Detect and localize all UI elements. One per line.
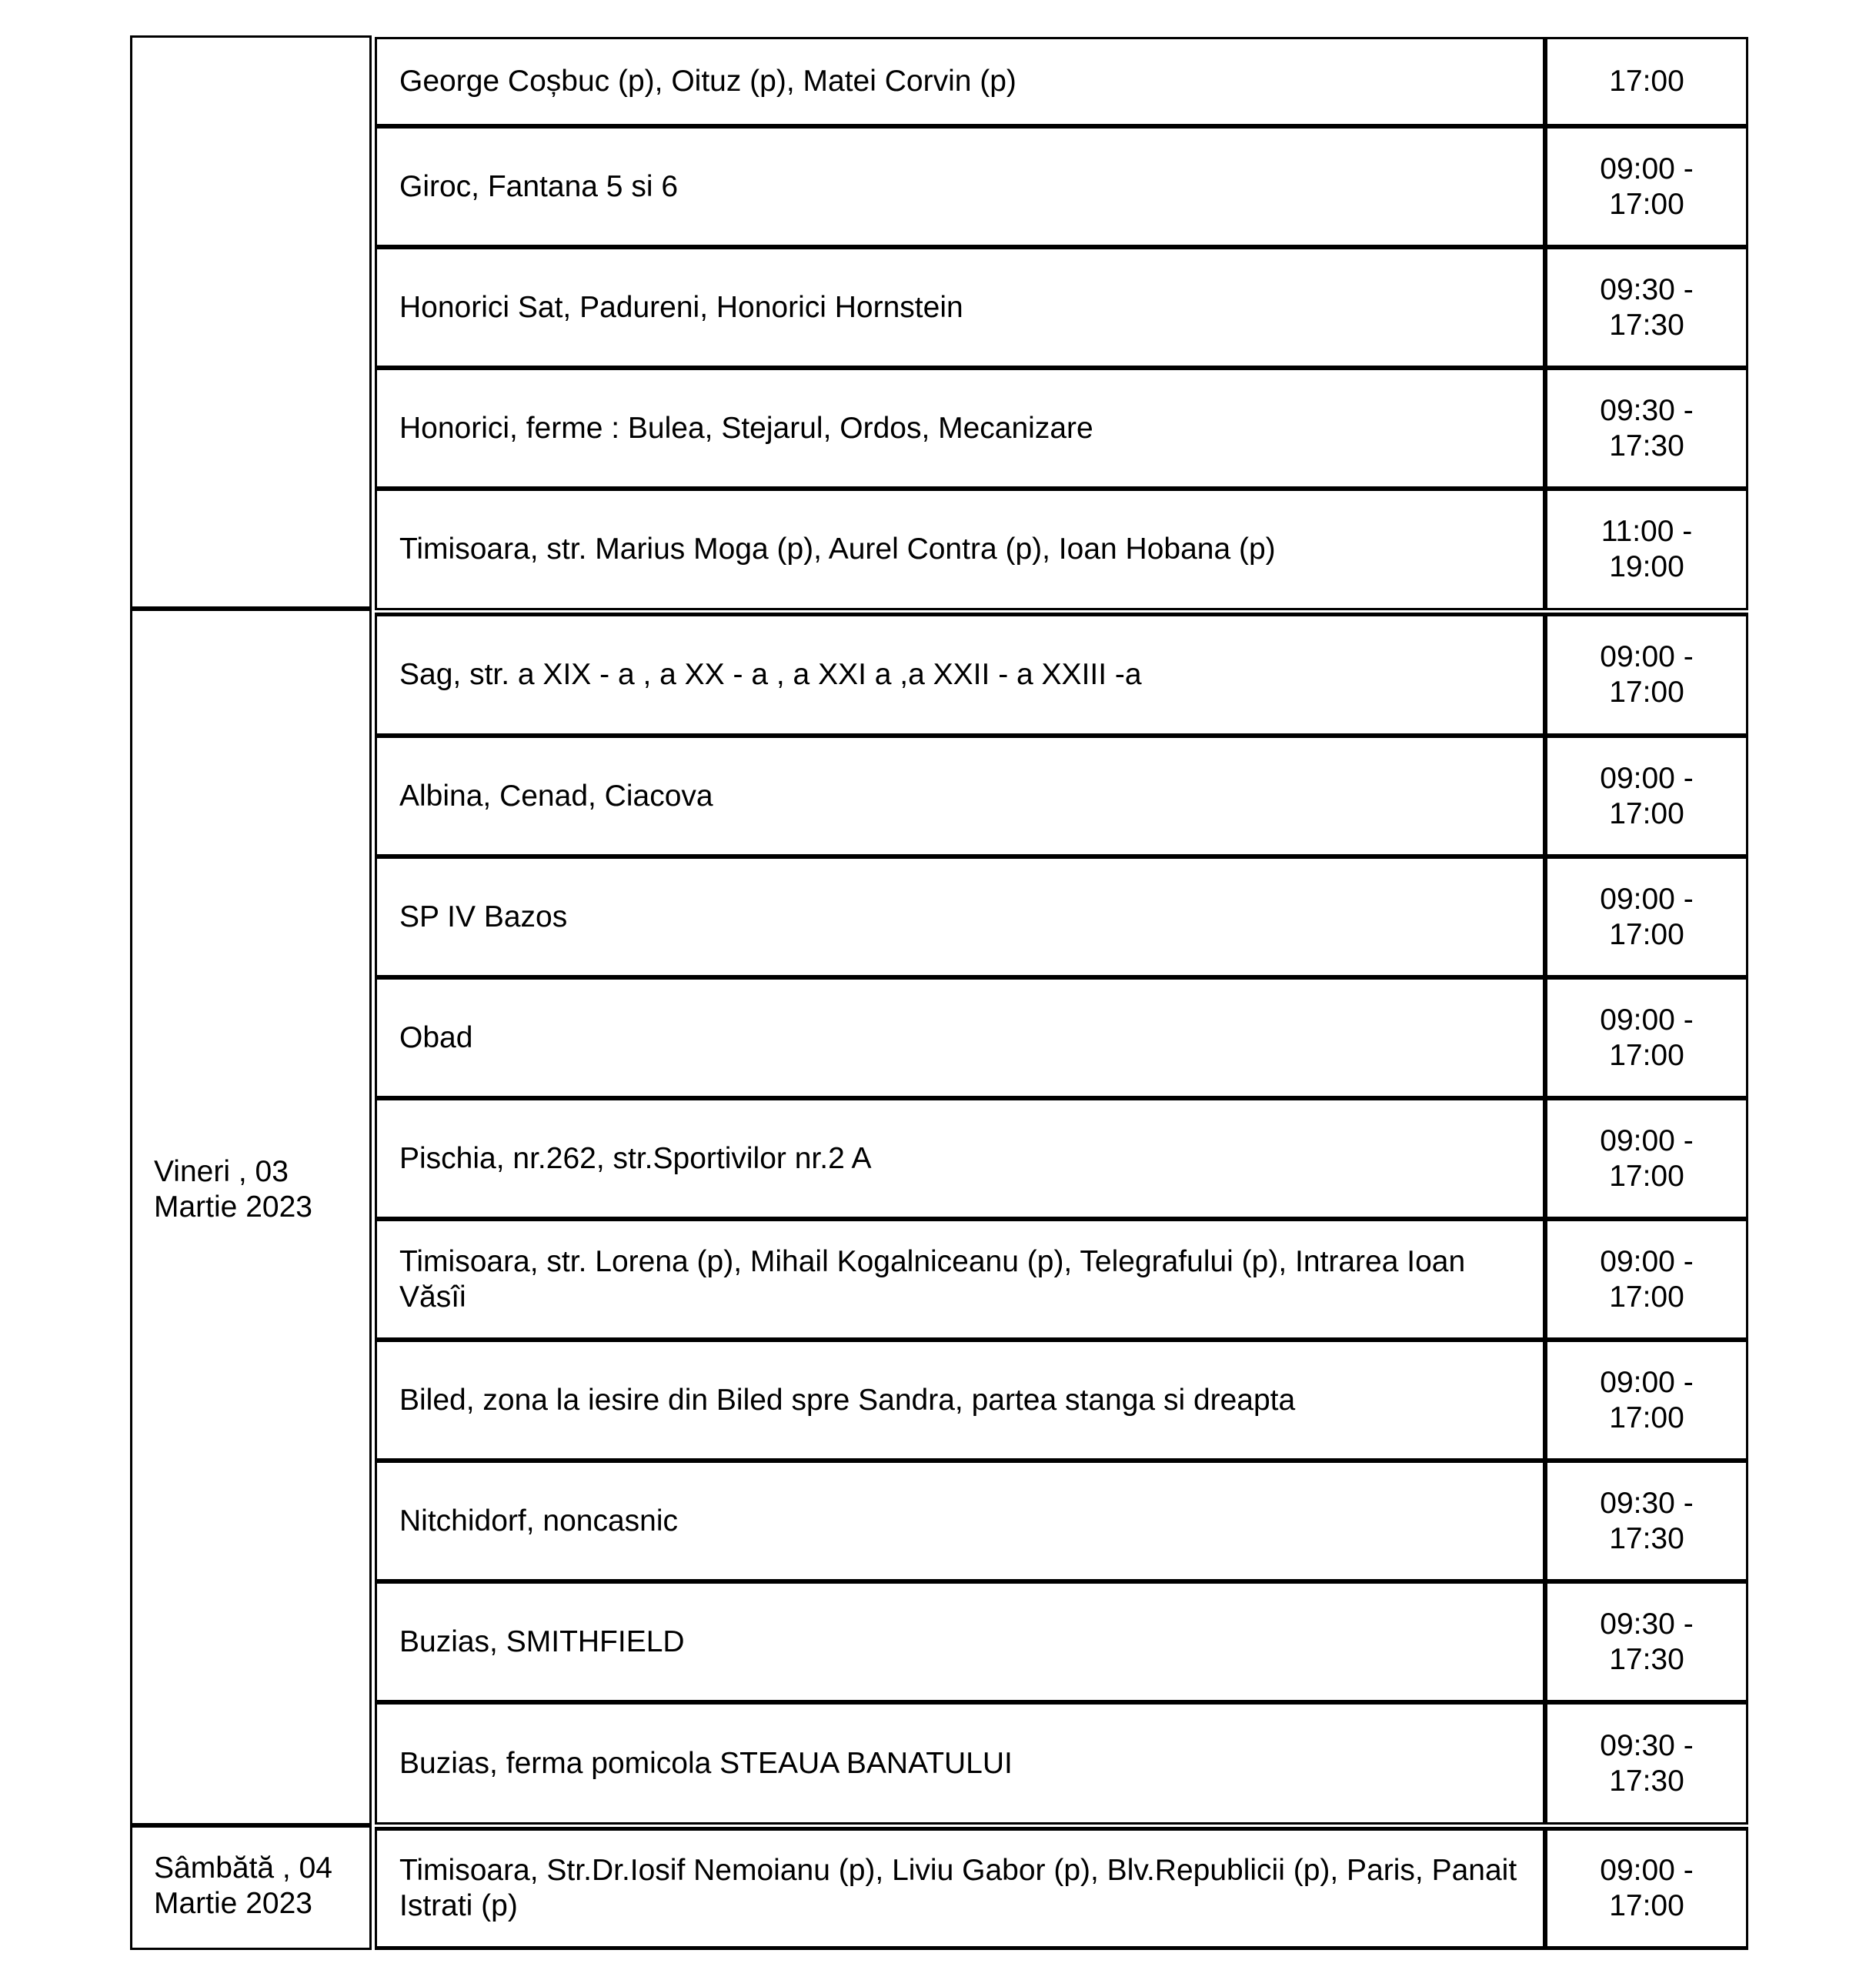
location-cell: Honorici Sat, Padureni, Honorici Hornstein xyxy=(399,290,963,324)
location-cell: Pischia, nr.262, str.Sportivilor nr.2 A xyxy=(399,1141,872,1175)
table-row xyxy=(377,1221,1746,1337)
time-start: 17:00 xyxy=(1609,65,1684,98)
time-end: 17:30 xyxy=(1609,1642,1684,1676)
time-cell xyxy=(1547,639,1746,710)
time-start: 09:00 - xyxy=(1600,152,1694,185)
table-row xyxy=(377,616,1746,733)
time-start: 09:30 - xyxy=(1600,1486,1694,1520)
table-row xyxy=(377,370,1746,486)
time-start: 09:30 - xyxy=(1600,393,1694,427)
time-end: 19:00 xyxy=(1609,550,1684,583)
table-row xyxy=(377,1584,1746,1700)
time-end: 17:00 xyxy=(1609,1401,1684,1434)
location-cell: Timisoara, str. Marius Moga (p), Aurel Contra (p), Ioan Hobana (p) xyxy=(399,533,1276,566)
time-end: 17:00 xyxy=(1609,1280,1684,1314)
time-end: 17:30 xyxy=(1609,308,1684,342)
time-cell xyxy=(1547,882,1746,953)
time-end: 17:00 xyxy=(1609,1159,1684,1193)
table-row xyxy=(377,129,1746,245)
time-end: 17:00 xyxy=(1609,1889,1684,1922)
table-row xyxy=(377,1463,1746,1579)
table-row xyxy=(377,1342,1746,1458)
time-start: 09:00 - xyxy=(1600,882,1694,916)
table-row xyxy=(377,859,1746,975)
schedule-group-2 xyxy=(375,613,1748,1825)
location-cell: Timisoara, Str.Dr.Iosif Nemoianu (p), Liviu Gabor (p), Blv.Republicii (p), Paris, Panait Istrati (p) xyxy=(399,1854,1517,1922)
time-cell xyxy=(1547,1853,1746,1924)
time-start: 09:00 - xyxy=(1600,640,1694,673)
time-cell xyxy=(1547,761,1746,832)
time-end: 17:00 xyxy=(1609,187,1684,221)
schedule-group-3 xyxy=(375,1827,1748,1950)
location-cell: SP IV Bazos xyxy=(399,900,568,933)
schedule-group-1 xyxy=(375,37,1748,610)
location-cell: Buzias, ferma pomicola STEAUA BANATULUI xyxy=(399,1746,1013,1780)
table-row xyxy=(377,39,1746,124)
location-cell: Timisoara, str. Lorena (p), Mihail Kogalniceanu (p), Telegrafului (p), Intrarea Ioan Văsîi xyxy=(399,1244,1466,1314)
time-start: 09:00 - xyxy=(1600,1003,1694,1037)
location-cell: Obad xyxy=(399,1020,473,1054)
time-start: 09:00 - xyxy=(1600,761,1694,795)
table-row xyxy=(377,249,1746,366)
time-cell xyxy=(1547,1607,1746,1678)
time-start: 09:00 - xyxy=(1600,1854,1694,1887)
time-cell xyxy=(1547,1003,1746,1073)
time-cell xyxy=(1547,1728,1746,1799)
location-cell: Giroc, Fantana 5 si 6 xyxy=(399,169,679,203)
location-cell: Nitchidorf, noncasnic xyxy=(399,1504,679,1538)
date-label: Vineri , 03 Martie 2023 xyxy=(154,1155,312,1224)
table-row xyxy=(377,1705,1746,1822)
location-cell: Sag, str. a XIX - a , a XX - a , a XXI a ,a XXII - a XXIII -a xyxy=(399,658,1142,691)
time-end: 17:00 xyxy=(1609,1038,1684,1072)
time-start: 09:00 - xyxy=(1600,1244,1694,1278)
time-cell xyxy=(1547,1124,1746,1194)
location-cell: Biled, zona la iesire din Biled spre Sandra, partea stanga si dreapta xyxy=(399,1383,1296,1417)
time-end: 17:00 xyxy=(1609,676,1684,709)
table-row xyxy=(377,980,1746,1096)
time-start: 09:30 - xyxy=(1600,1728,1694,1762)
table-row xyxy=(377,1100,1746,1217)
time-cell xyxy=(1547,1244,1746,1315)
time-end: 17:30 xyxy=(1609,429,1684,462)
time-cell xyxy=(1547,1486,1746,1557)
time-end: 17:30 xyxy=(1609,1764,1684,1798)
time-cell xyxy=(1547,393,1746,464)
time-start: 11:00 - xyxy=(1601,515,1693,548)
time-cell xyxy=(1547,514,1746,585)
location-cell: George Coșbuc (p), Oituz (p), Matei Corvin (p) xyxy=(399,65,1016,98)
location-cell: Honorici, ferme : Bulea, Stejarul, Ordos, Mecanizare xyxy=(399,411,1093,445)
location-cell: Buzias, SMITHFIELD xyxy=(399,1624,685,1658)
time-cell xyxy=(1547,64,1746,99)
time-start: 09:00 - xyxy=(1600,1365,1694,1399)
date-label: Sâmbătă , 04 Martie 2023 xyxy=(154,1851,332,1920)
location-cell: Albina, Cenad, Ciacova xyxy=(399,779,713,813)
time-end: 17:30 xyxy=(1609,1521,1684,1555)
time-cell xyxy=(1547,272,1746,343)
table-row xyxy=(377,738,1746,854)
time-cell xyxy=(1547,152,1746,222)
time-start: 09:30 - xyxy=(1600,272,1694,306)
time-end: 17:00 xyxy=(1609,917,1684,951)
date-cell-group-1 xyxy=(130,35,372,611)
time-end: 17:00 xyxy=(1609,796,1684,830)
time-start: 09:30 - xyxy=(1600,1607,1694,1641)
time-start: 09:00 - xyxy=(1600,1124,1694,1157)
time-cell xyxy=(1547,1365,1746,1436)
table-row xyxy=(377,1831,1746,1946)
table-row xyxy=(377,491,1746,608)
date-cell-group-2 xyxy=(130,606,372,1828)
date-cell-group-3 xyxy=(130,1823,372,1950)
